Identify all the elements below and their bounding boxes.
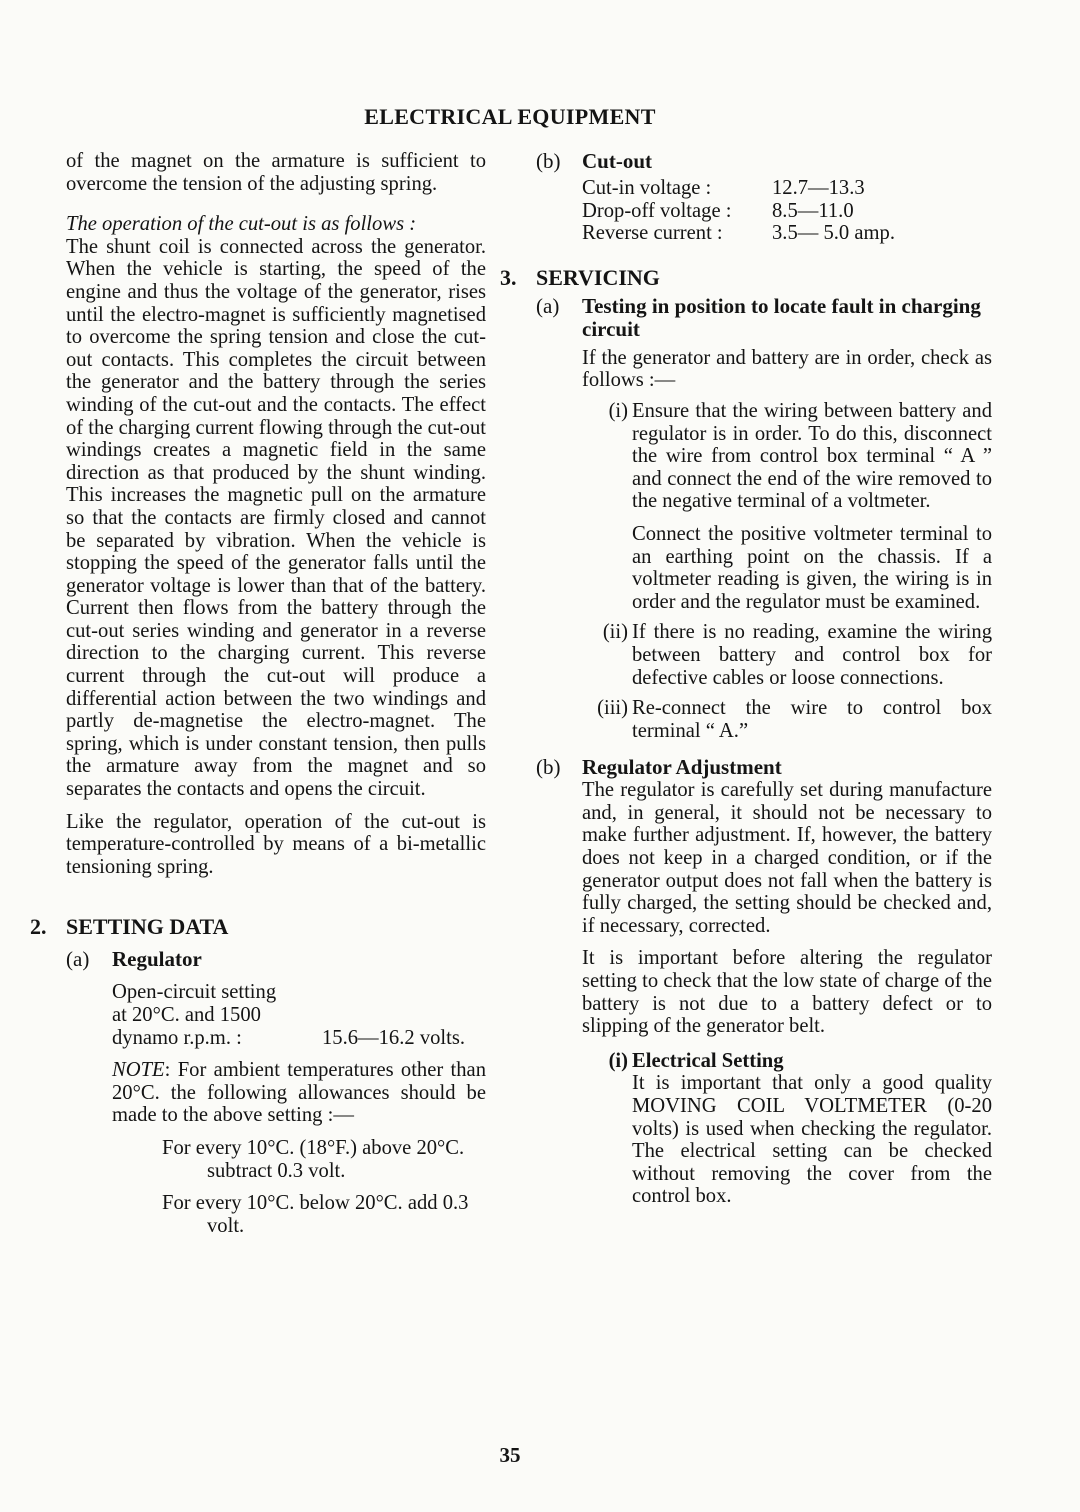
subsection-title: Regulator xyxy=(112,947,202,972)
subsection-title: Regulator Adjustment xyxy=(582,755,782,780)
section-servicing xyxy=(500,264,992,291)
setting-value-row xyxy=(112,1027,486,1050)
item-text: Ensure that the wiring between battery and regulator is in order. To do this, disconnect the wire from control box terminal “ A ” and connect the end of the wire removed to the negative terminal of a voltmeter. xyxy=(632,399,992,513)
adjustment-body xyxy=(582,779,992,1208)
testing-intro: If the generator and battery are in order, check as follows :— xyxy=(582,346,992,392)
page-header: ELECTRICAL EQUIPMENT xyxy=(364,104,656,129)
note-paragraph xyxy=(112,1059,486,1127)
section-number: 3. xyxy=(500,264,517,290)
operation-paragraph: The shunt coil is connected across the generator. When the vehicle is starting, the speed of the engine and thus the voltage of the generator, rises until the electro-magnet is sufficiently magnetised to overcome the spring tension and close the cut-out contacts. This completes the circuit between the generator and the battery through the series winding of the cut-out and the contacts. The effect of the charging current flowing through the cut-out windings creates a magnetic field in the same direction as that produced by the shunt winding. This increases the magnetic pull on the armature so that the contacts are firmly closed and cannot be separated by vibration. When the vehicle is stopping the speed of the generator falls until the generator voltage is lower than that of the battery. Current then flows from the battery through the cut-out series winding and generator in a reverse direction to the charging current. This reverse current through the cut-out will produce a differential action between the two windings and partly de-magnetise the electro-magnet. The spring, which is under constant tension, then pulls the armature away from the magnet and so separates the contacts and opens the circuit. xyxy=(66,235,486,801)
item-text: If there is no reading, examine the wiring between battery and control box for defective cables or loose connections. xyxy=(632,621,992,689)
section-number: 2. xyxy=(30,914,47,940)
note-text: : For ambient temperatures other than 20°C. the following allowances should be made to the above setting :— xyxy=(112,1059,486,1127)
item-number: (i) xyxy=(608,399,628,422)
regulator-setting-block xyxy=(112,981,486,1237)
cutout-value: 12.7—13.3 xyxy=(772,177,865,199)
note-label: NOTE xyxy=(112,1059,165,1082)
electrical-setting-text: It is important that only a good quality MOVING COIL VOLTMETER (0-20 volts) is used when checking the regulator. The electrical setting can be checked without removing the cover from the control box. xyxy=(632,1072,992,1208)
right-column xyxy=(500,149,992,1208)
electrical-setting-title: Electrical Setting xyxy=(632,1049,784,1072)
list-item xyxy=(582,621,992,689)
regulator-note-paragraph: Like the regulator, operation of the cut-out is temperature-controlled by means of a bi-metallic tensioning spring. xyxy=(66,810,486,878)
subsection-label: (a) xyxy=(66,947,90,972)
setting-line: dynamo r.p.m. : xyxy=(112,1026,242,1049)
adjustment-paragraph: The regulator is carefully set during manufacture and, in general, it should not be necessary to make further adjustment. If, however, the battery does not keep in a charged condition, or if the generator output does not fall when the battery is fully charged, the setting should be checked and, if necessary, corrected. xyxy=(582,779,992,937)
subsection-testing xyxy=(536,295,992,341)
cutout-label: Cut-in voltage : xyxy=(582,177,712,199)
subsection-regulator xyxy=(66,948,486,971)
setting-line: at 20°C. and 1500 xyxy=(112,1004,261,1026)
item-text: Connect the positive voltmeter terminal to an earthing point on the chassis. If a voltmeter reading is given, the wiring is in order and the regulator must be examined. xyxy=(632,522,992,613)
item-number: (iii) xyxy=(597,697,628,720)
intro-paragraph: of the magnet on the armature is sufficient to overcome the tension of the adjusting spring. xyxy=(66,150,486,195)
cutout-label: Reverse current : xyxy=(582,222,723,245)
cutout-label: Drop-off voltage : xyxy=(582,199,732,222)
list-item xyxy=(582,400,992,613)
setting-value: 15.6—16.2 volts. xyxy=(322,1026,466,1049)
left-column xyxy=(30,150,486,1237)
item-number: (i) xyxy=(608,1049,628,1072)
subsection-label: (b) xyxy=(536,755,561,780)
allowance-below: For every 10°C. below 20°C. add 0.3 volt. xyxy=(162,1192,469,1237)
section-setting-data xyxy=(30,914,486,940)
operation-heading: The operation of the cut-out is as follows : xyxy=(66,213,417,236)
item-number: (ii) xyxy=(602,621,628,644)
cutout-value: 3.5— 5.0 amp. xyxy=(772,222,895,245)
setting-line: Open-circuit setting xyxy=(112,981,277,1004)
section-title: SERVICING xyxy=(536,264,660,290)
page-number: 35 xyxy=(499,1443,521,1467)
cutout-row xyxy=(582,222,992,245)
adjustment-paragraph: It is important before altering the regulator setting to check that the low state of charge of the battery is not due to a battery defect or to slipping of the generator belt. xyxy=(582,947,992,1038)
testing-body xyxy=(582,347,992,743)
cutout-row xyxy=(582,177,992,200)
subsection-label: (a) xyxy=(536,293,560,318)
list-item xyxy=(582,697,992,742)
subsection-title: Cut-out xyxy=(582,149,653,173)
subsection-cutout xyxy=(536,150,992,173)
list-item xyxy=(582,1050,992,1208)
subsection-title: Testing in position to locate fault in charging circuit xyxy=(582,293,981,341)
section-title: SETTING DATA xyxy=(66,914,229,940)
cutout-row xyxy=(582,200,992,223)
item-text: Re-connect the wire to control box terminal “ A.” xyxy=(632,697,992,742)
allowance-above: For every 10°C. (18°F.) above 20°C. subtract 0.3 volt. xyxy=(162,1136,465,1182)
cutout-data-table xyxy=(582,177,992,245)
cutout-value: 8.5—11.0 xyxy=(772,199,854,222)
subsection-regulator-adjustment xyxy=(536,756,992,779)
subsection-label: (b) xyxy=(536,149,561,173)
